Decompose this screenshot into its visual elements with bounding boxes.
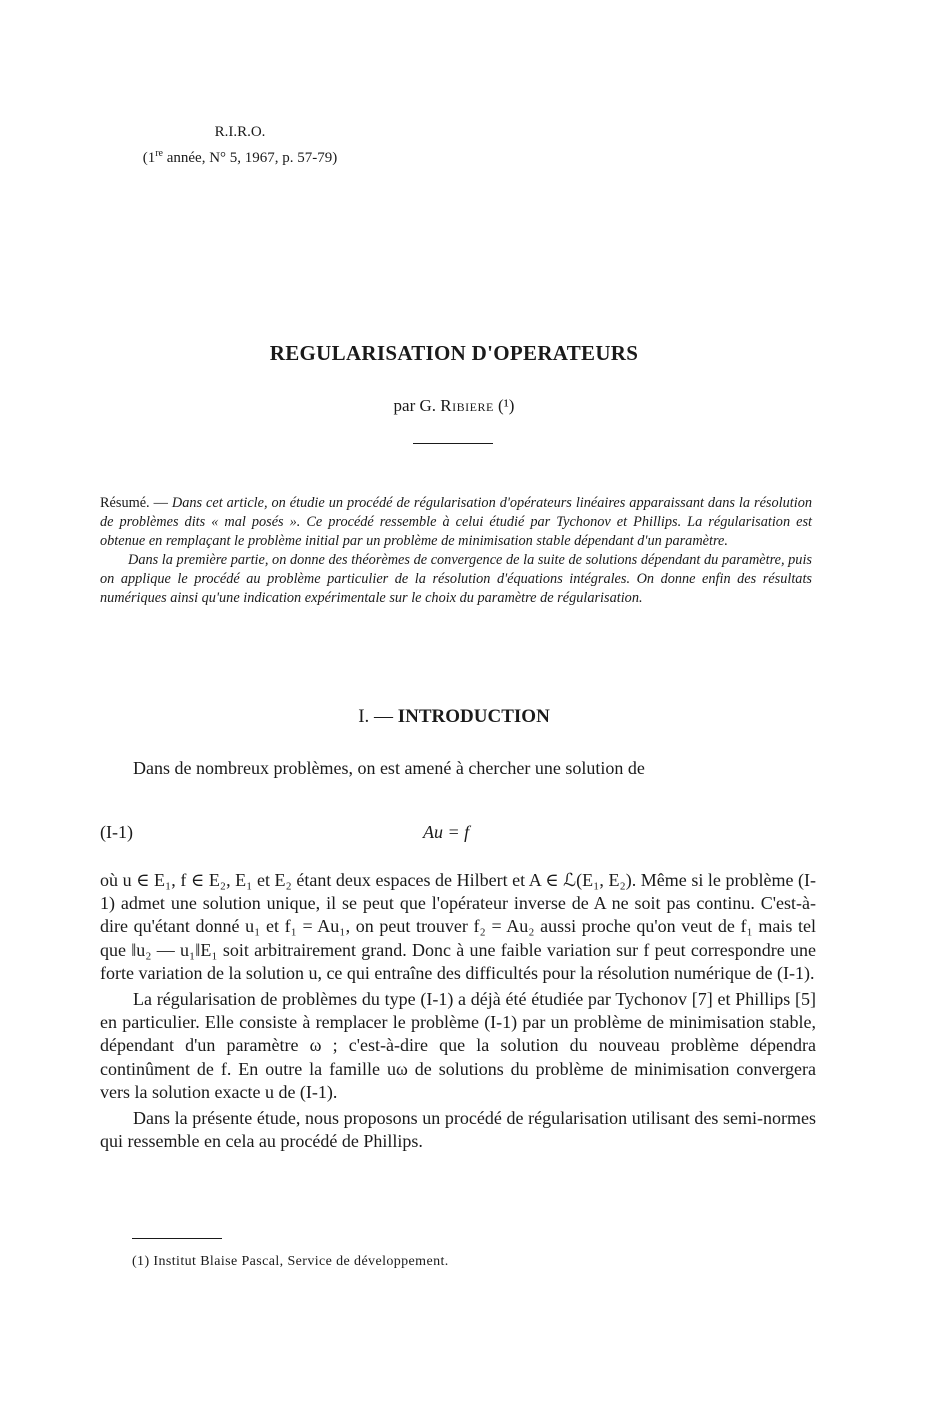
section-title: INTRODUCTION [397,706,550,727]
abstract-paragraph-2 [100,551,812,608]
journal-header [95,122,385,169]
abstract-text-2: Dans la première partie, on donne des théorèmes de convergence de la suite de solutions dépendant du paramètre, puis on applique le procédé au problème particulier de la résolution d'équations intégrales. On donne enfin des résultats numériques ainsi qu'une indication expérimentale sur le choix du paramètre de régularisation. [100,552,812,606]
intro-text: Dans de nombreux problèmes, on est amené à chercher une solution de [133,758,645,778]
section-heading [0,706,908,728]
issue-rest: année, N° 5, 1967, p. 57-79) [162,150,338,166]
paragraph-2: La régularisation de problèmes du type (I-1) a déjà été étudiée par Tychonov [7] et Phillips [5] en particulier. Elle consiste à remplacer le problème (I-1) par un problème de minimisation stable, dépendant d'un paramètre ω ; c'est-à-dire que la solution du nouveau problème dépendra continûment de f. En outre la famille uω de solutions du problème de minimisation convergera vers la solution exacte u de (I-1). [100,989,816,1102]
section-number: I. — [358,706,398,727]
equation-label: (I-1) [100,822,133,842]
paragraph-3: Dans la présente étude, nous proposons un procédé de régularisation utilisant des semi-normes qui ressemble en cela au procédé de Phillips. [100,1108,816,1152]
abstract-lead: Résumé. — [100,495,172,511]
intro-paragraph [100,757,816,780]
issue-superscript: re [155,148,163,159]
body-text [100,869,816,1153]
abstract [100,494,812,608]
journal-name: R.I.R.O. [214,124,266,140]
paper-title: REGULARISATION D'OPERATEURS [269,341,639,365]
author-footnote-mark: (¹) [493,396,515,415]
abstract-paragraph-1 [100,494,812,551]
abstract-text-1: Dans cet article, on étudie un procédé de régularisation d'opérateurs linéaires apparaissant dans la résolution de problèmes dits « mal posés ». Ce procédé ressemble à celui étudié par Tychonov et Phillips. La régularisation est obtenue en remplaçant le problème initial par un problème de minimisation stable dépendant d'un paramètre. [100,495,812,549]
journal-issue [95,143,385,169]
paragraph-1: où u ∈ E₁, f ∈ E₂, E₁ et E₂ étant deux espaces de Hilbert et A ∈ ℒ(E₁, E₂). Même si le problème (I-1) admet une solution unique, il se peut que l'opérateur inverse de A ne soit pas continu. C'est-à-dire qu'étant donné u₁ et f₁ = Au₁, on peut trouver f₂ = Au₂ aussi proche qu'on veut de f₁ mais tel que ‖u₂ — u₁‖E₁ soit arbitrairement grand. Donc à une faible variation sur f peut correspondre une forte variation de la solution u, ce qui entraîne des difficultés pour la résolution numérique de (I-1). [100,870,816,983]
issue-prefix: (1 [142,150,156,166]
footnote-divider [132,1238,222,1239]
author-byline [0,396,908,416]
author-name: Ribiere [440,396,494,415]
title-divider [413,443,493,444]
equation-expression: Au = f [423,822,470,842]
byline-prefix: par G. [393,396,441,415]
footnote: (1) Institut Blaise Pascal, Service de développement. [132,1254,449,1269]
